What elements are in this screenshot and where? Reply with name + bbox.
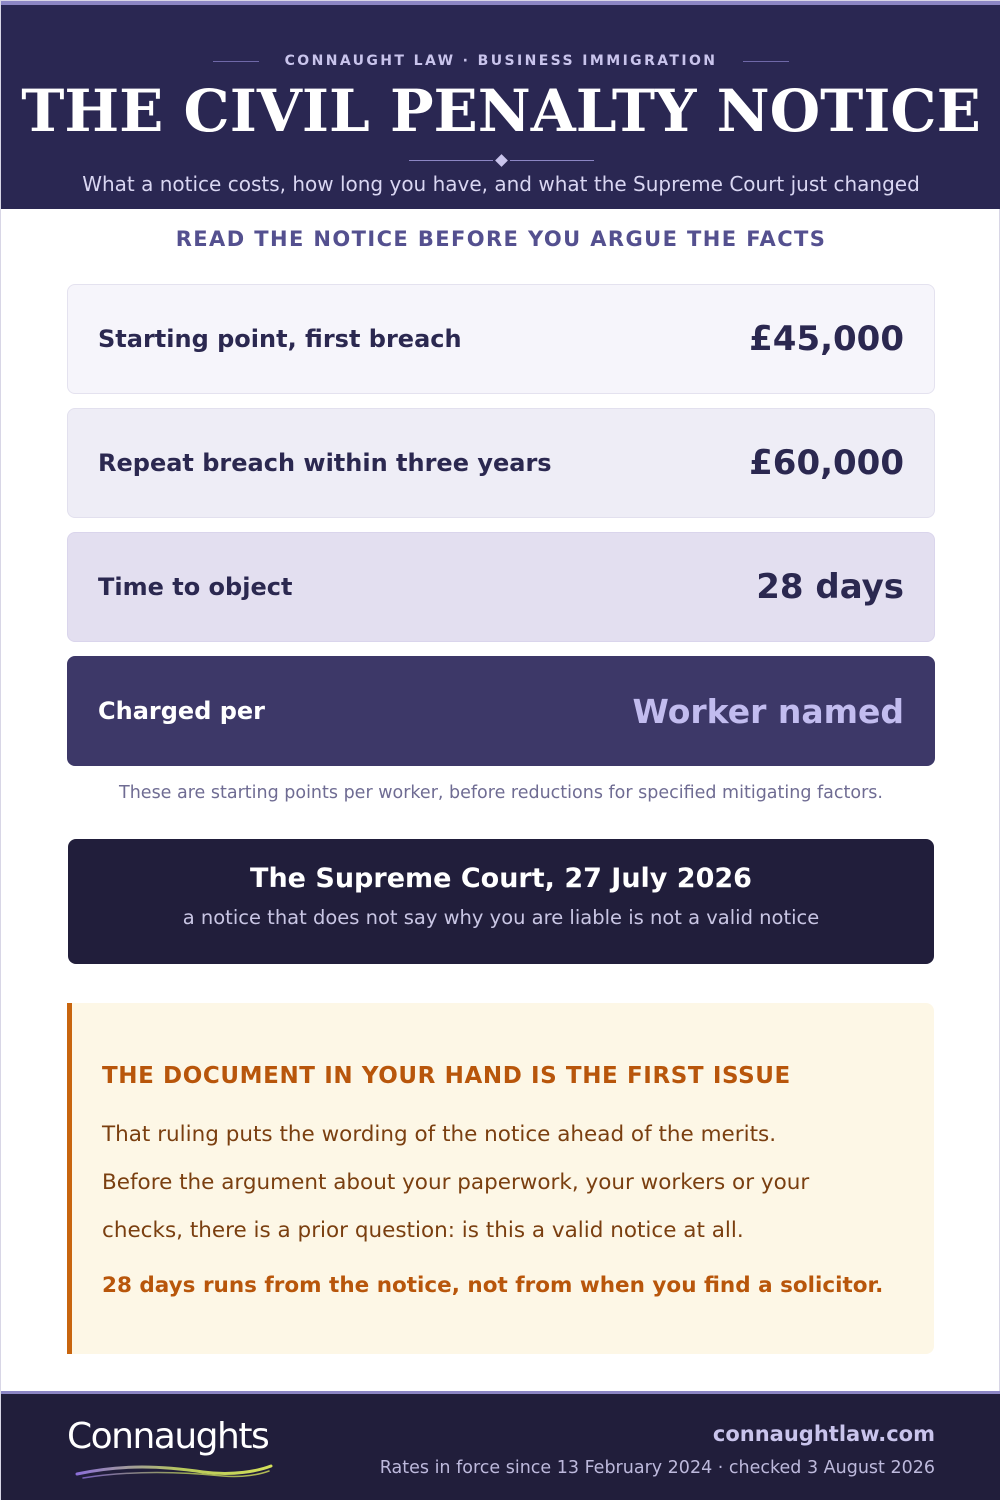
fact-value: 28 days — [756, 567, 904, 607]
header-banner — [1, 1, 1000, 209]
footer — [1, 1391, 1000, 1500]
eyebrow-row — [1, 49, 1000, 73]
eyebrow-rule-left — [213, 61, 259, 62]
divider-rule-right — [510, 160, 594, 161]
fact-value: £60,000 — [749, 443, 904, 483]
fact-row-charged-per — [67, 656, 935, 766]
page-subtitle: What a notice costs, how long you have, and what the Supreme Court just changed — [82, 172, 920, 196]
fact-label: Repeat breach within three years — [98, 449, 552, 477]
court-ruling-title: The Supreme Court, 27 July 2026 — [250, 863, 752, 894]
court-ruling-summary: a notice that does not say why you are liable is not a valid notice — [182, 906, 820, 929]
callout-line: checks, there is a prior question: is this a valid notice at all. — [102, 1218, 744, 1243]
page-title: THE CIVIL PENALTY NOTICE — [21, 77, 981, 145]
callout-heading: THE DOCUMENT IN YOUR HAND IS THE FIRST ISSUE — [102, 1063, 791, 1089]
fact-row-time-to-object — [67, 532, 935, 642]
logo-swoosh-icon — [73, 1462, 273, 1482]
callout-emphasis: 28 days runs from the notice, not from when you find a solicitor. — [102, 1273, 884, 1298]
callout-line: That ruling puts the wording of the notice ahead of the merits. — [102, 1122, 777, 1147]
penalty-facts-list — [67, 284, 935, 780]
fact-label: Time to object — [98, 573, 293, 601]
logo-wordmark: Connaughts — [67, 1416, 269, 1457]
section-heading: READ THE NOTICE BEFORE YOU ARGUE THE FACTS — [175, 227, 827, 251]
website-link[interactable]: connaughtlaw.com — [712, 1422, 935, 1446]
eyebrow-rule-right — [743, 61, 789, 62]
fact-value: Worker named — [632, 691, 904, 731]
diamond-icon — [495, 154, 508, 167]
rates-date-note: Rates in force since 13 February 2024 · checked 3 August 2026 — [379, 1458, 935, 1478]
divider-rule-left — [409, 160, 493, 161]
fact-label: Charged per — [98, 697, 266, 725]
connaughts-logo — [67, 1416, 287, 1486]
title-divider — [1, 151, 1000, 169]
fact-row-first-breach — [67, 284, 935, 394]
callout-line: Before the argument about your paperwork, your workers or your — [102, 1170, 810, 1195]
rates-footnote: These are starting points per worker, before reductions for specified mitigating factors. — [119, 783, 883, 803]
fact-row-repeat-breach — [67, 408, 935, 518]
eyebrow-text: CONNAUGHT LAW · BUSINESS IMMIGRATION — [284, 53, 718, 69]
callout-body — [102, 1111, 902, 1255]
fact-value: £45,000 — [749, 319, 904, 359]
supreme-court-banner — [68, 839, 934, 964]
fact-label: Starting point, first breach — [98, 325, 462, 353]
first-issue-callout — [67, 1003, 934, 1354]
